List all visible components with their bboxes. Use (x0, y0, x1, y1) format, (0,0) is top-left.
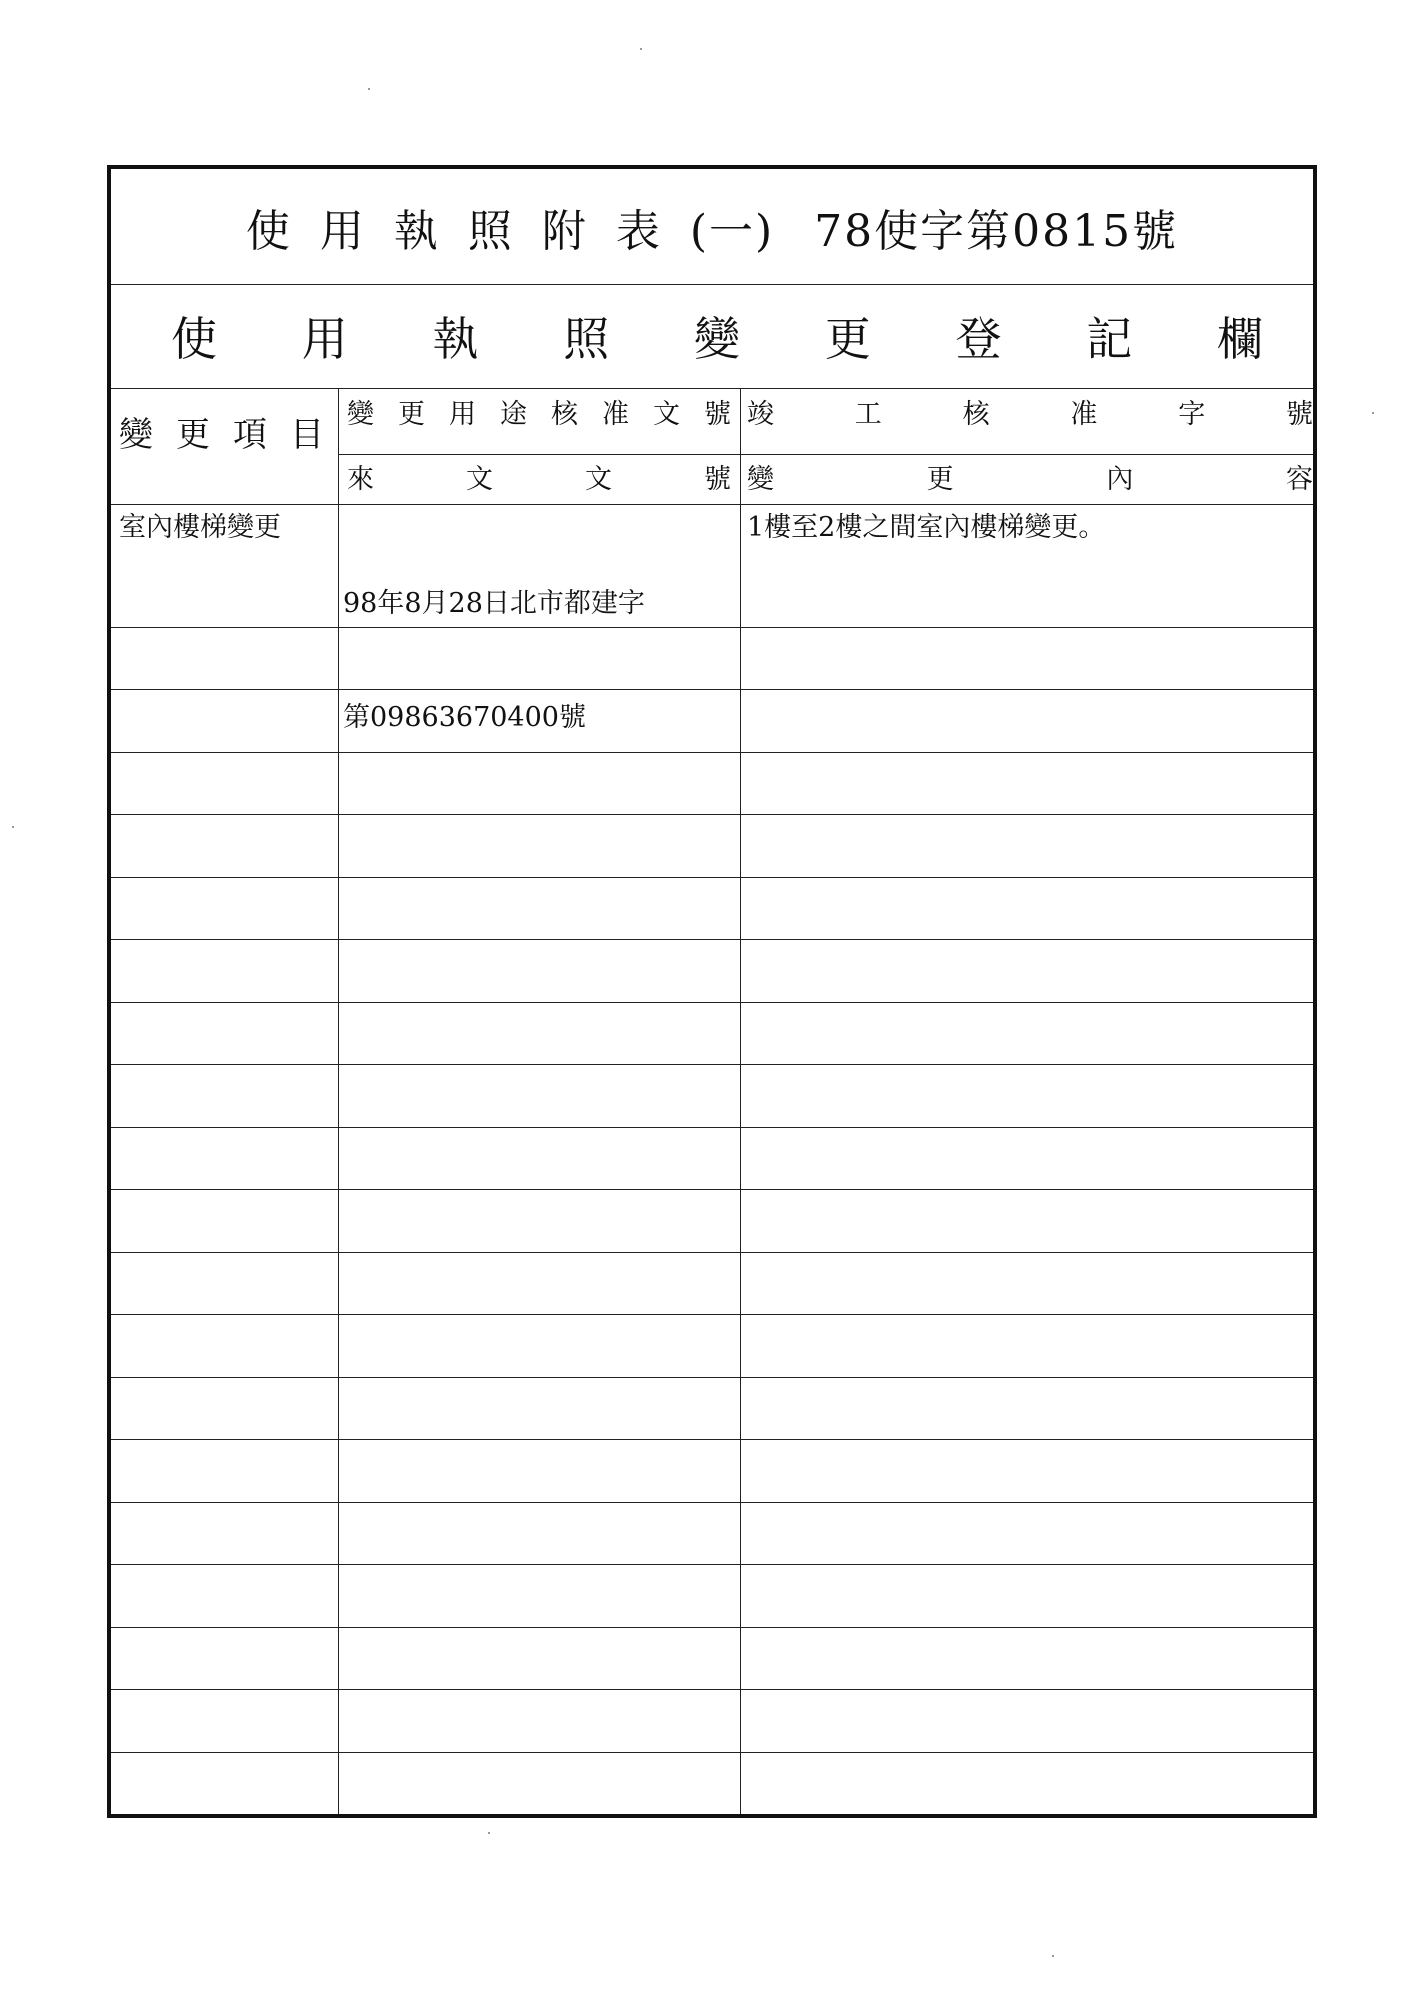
header-approval-doc: 變 更 用 途 核 准 文 號 (347, 399, 731, 430)
row-line (111, 1439, 1313, 1440)
register-form (107, 165, 1317, 1818)
row-line (111, 1314, 1313, 1315)
divider (111, 504, 1313, 505)
scan-speck (640, 48, 642, 50)
form-subtitle: 使 用 執 照 變 更 登 記 欄 (171, 312, 1263, 366)
title-suffix: (一) (689, 205, 775, 257)
permit-number: 78使字第0815號 (814, 205, 1179, 257)
divider (111, 284, 1313, 285)
header-completion: 竣 工 核 准 字 號 (747, 399, 1313, 430)
row-line (111, 627, 1313, 628)
row-line (111, 689, 1313, 690)
header-content: 變 更 內 容 (747, 464, 1313, 495)
header-incoming-doc: 來 文 文 號 (347, 464, 731, 495)
entry-doc-number: 98年8月28日北市都建字 第09863670400號 (343, 588, 645, 733)
scan-speck (368, 88, 370, 90)
divider (338, 454, 1313, 455)
row-line (111, 1689, 1313, 1690)
title-spread: 使 用 執 照 附 表 (245, 205, 662, 257)
row-line (111, 939, 1313, 940)
row-line (111, 1252, 1313, 1253)
row-line (111, 1189, 1313, 1190)
divider (111, 388, 1313, 389)
entry-item: 室內樓梯變更 (119, 512, 281, 543)
row-line (111, 814, 1313, 815)
scan-speck (1372, 412, 1374, 414)
row-line (111, 1377, 1313, 1378)
header-item: 變 更 項 目 (119, 415, 324, 455)
row-line (111, 1002, 1313, 1003)
row-line (111, 1127, 1313, 1128)
form-title (111, 169, 1313, 284)
column-divider (740, 388, 741, 1814)
row-line (111, 1064, 1313, 1065)
scan-speck (488, 1832, 490, 1834)
column-divider (338, 388, 339, 1814)
row-line (111, 752, 1313, 753)
entry-content: 1樓至2樓之間室內樓梯變更。 (747, 512, 1106, 543)
row-line (111, 1752, 1313, 1753)
row-line (111, 1627, 1313, 1628)
scan-speck (1052, 1955, 1054, 1957)
row-line (111, 1564, 1313, 1565)
row-line (111, 1502, 1313, 1503)
row-line (111, 877, 1313, 878)
scan-speck (12, 826, 14, 828)
